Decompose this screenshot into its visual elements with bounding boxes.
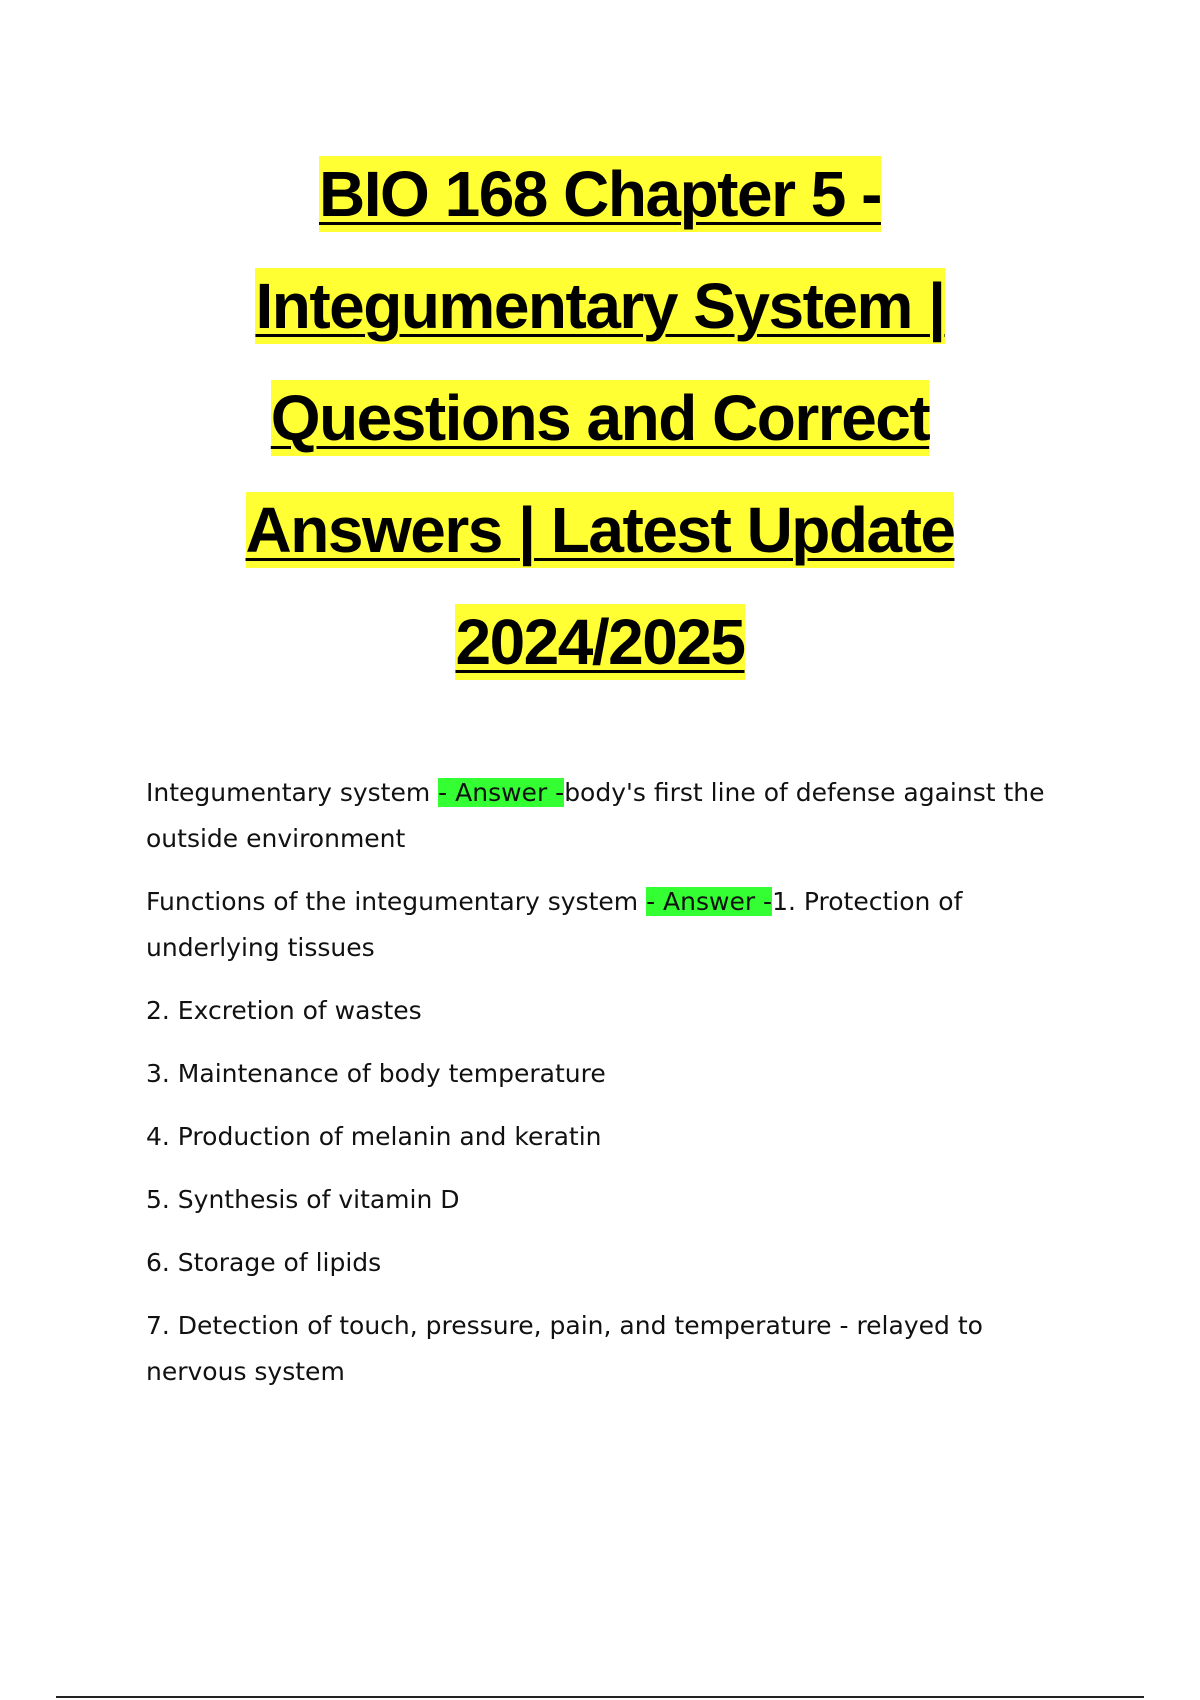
title-line bbox=[0, 586, 1200, 698]
qa-entry bbox=[146, 770, 1086, 862]
list-item: 4. Production of melanin and keratin bbox=[146, 1122, 602, 1151]
answer-tag: - Answer - bbox=[438, 778, 565, 807]
list-item: 2. Excretion of wastes bbox=[146, 996, 422, 1025]
document-title bbox=[0, 138, 1200, 698]
qa-content bbox=[146, 770, 1086, 1412]
title-text: Integumentary System | bbox=[255, 270, 945, 342]
list-item: 7. Detection of touch, pressure, pain, and temperature - relayed to nervous system bbox=[146, 1311, 983, 1386]
list-item: 6. Storage of lipids bbox=[146, 1248, 382, 1277]
answer-text: body's first line of defense against the outside environment bbox=[146, 778, 1045, 853]
title-text: Answers | Latest Update bbox=[245, 494, 955, 566]
title-text: 2024/2025 bbox=[455, 606, 745, 678]
title-line bbox=[0, 250, 1200, 362]
list-item: 5. Synthesis of vitamin D bbox=[146, 1185, 460, 1214]
title-line bbox=[0, 474, 1200, 586]
title-line bbox=[0, 138, 1200, 250]
answer-tag: - Answer - bbox=[646, 887, 773, 916]
title-text: BIO 168 Chapter 5 - bbox=[319, 158, 881, 230]
question-text: Integumentary system bbox=[146, 778, 439, 807]
page-bottom-rule bbox=[56, 1696, 1144, 1698]
answer-text: 1. Protection of underlying tissues bbox=[146, 887, 963, 962]
title-line bbox=[0, 362, 1200, 474]
qa-entry bbox=[146, 879, 1086, 971]
question-text: Functions of the integumentary system bbox=[146, 887, 647, 916]
title-text: Questions and Correct bbox=[270, 382, 930, 454]
list-item: 3. Maintenance of body temperature bbox=[146, 1059, 606, 1088]
